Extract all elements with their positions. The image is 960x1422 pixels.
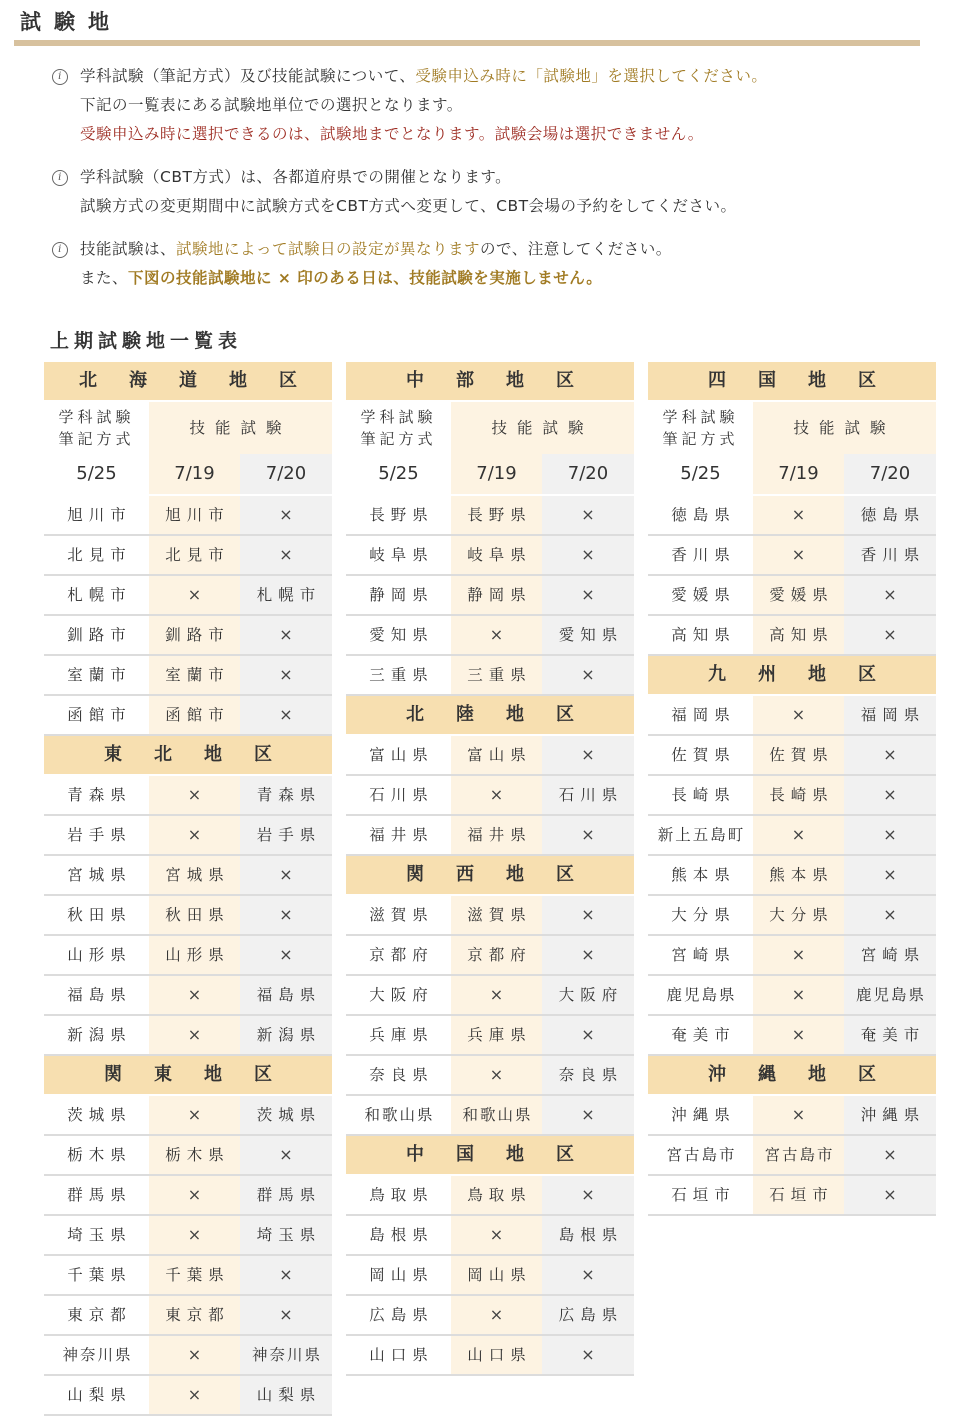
note-text: 試験地によって試験日の設定が異なります — [176, 240, 481, 258]
note-line — [52, 192, 942, 221]
note-text: 下記の一覧表にある試験地単位での選択となります。 — [80, 96, 463, 114]
note-text: ので、注意してください。 — [480, 240, 672, 258]
exam-site-cell: 熊本県 — [753, 856, 844, 894]
exam-site-cell: 岐阜県 — [451, 536, 542, 574]
exam-site-cell: 茨城県 — [240, 1096, 332, 1134]
exam-site-cell: 石川県 — [346, 776, 451, 814]
table-row — [346, 576, 634, 616]
not-held-mark: × — [542, 1336, 634, 1374]
exam-site-cell: 新潟県 — [240, 1016, 332, 1054]
exam-site-cell: 愛媛県 — [753, 576, 844, 614]
not-held-mark: × — [149, 1336, 240, 1374]
not-held-mark: × — [149, 776, 240, 814]
exam-date: 5/25 — [648, 454, 753, 494]
table-header-row — [648, 402, 936, 454]
exam-site-cell: 香川県 — [844, 536, 936, 574]
exam-site-cell: 栃木県 — [44, 1136, 149, 1174]
exam-site-cell: 千葉県 — [149, 1256, 240, 1294]
exam-site-cell: 富山県 — [451, 736, 542, 774]
exam-site-cell: 長崎県 — [648, 776, 753, 814]
exam-site-cell: 京都府 — [346, 936, 451, 974]
table-column-1 — [44, 362, 332, 1416]
not-held-mark: × — [240, 496, 332, 534]
table-row — [648, 1016, 936, 1056]
exam-site-cell: 広島県 — [542, 1296, 634, 1334]
not-held-mark: × — [844, 856, 936, 894]
not-held-mark: × — [753, 536, 844, 574]
table-header-row — [44, 402, 332, 454]
not-held-mark: × — [844, 736, 936, 774]
exam-date: 7/19 — [149, 454, 240, 494]
region-header: 北海道地区 — [44, 362, 332, 400]
not-held-mark: × — [542, 496, 634, 534]
exam-site-cell: 青森県 — [44, 776, 149, 814]
table-row — [44, 1296, 332, 1336]
table-row — [44, 816, 332, 856]
not-held-mark: × — [542, 656, 634, 694]
note-line — [52, 264, 942, 293]
exam-site-cell: 山形県 — [44, 936, 149, 974]
table-row — [346, 496, 634, 536]
table-row — [346, 1216, 634, 1256]
not-held-mark: × — [240, 856, 332, 894]
exam-site-cell: 岡山県 — [451, 1256, 542, 1294]
exam-site-cell: 島根県 — [346, 1216, 451, 1254]
not-held-mark: × — [240, 656, 332, 694]
exam-site-cell: 鹿児島県 — [844, 976, 936, 1014]
exam-site-cell: 滋賀県 — [346, 896, 451, 934]
exam-date: 5/25 — [44, 454, 149, 494]
table-row — [648, 896, 936, 936]
table-row — [44, 1376, 332, 1416]
table-row — [648, 736, 936, 776]
exam-site-cell: 福井県 — [451, 816, 542, 854]
not-held-mark: × — [149, 1176, 240, 1214]
note-line — [52, 163, 942, 192]
exam-site-cell: 宮崎県 — [648, 936, 753, 974]
not-held-mark: × — [542, 816, 634, 854]
exam-site-cell: 鳥取県 — [346, 1176, 451, 1214]
not-held-mark: × — [149, 1376, 240, 1414]
table-row — [44, 1176, 332, 1216]
exam-site-cell: 函館市 — [44, 696, 149, 734]
exam-site-cell: 熊本県 — [648, 856, 753, 894]
table-row — [648, 616, 936, 656]
not-held-mark: × — [451, 776, 542, 814]
exam-site-cell: 滋賀県 — [451, 896, 542, 934]
skill-exam-header: 技能試験 — [451, 402, 634, 454]
exam-site-cell: 福岡県 — [648, 696, 753, 734]
exam-date: 7/19 — [451, 454, 542, 494]
not-held-mark: × — [542, 1016, 634, 1054]
not-held-mark: × — [240, 1296, 332, 1334]
not-held-mark: × — [753, 976, 844, 1014]
exam-site-cell: 神奈川県 — [240, 1336, 332, 1374]
table-row — [44, 1256, 332, 1296]
region-header: 中国地区 — [346, 1136, 634, 1174]
not-held-mark: × — [149, 1096, 240, 1134]
exam-site-cell: 奄美市 — [648, 1016, 753, 1054]
exam-site-cell: 山形県 — [149, 936, 240, 974]
note-text: 受験申込み時に「試験地」を選択してください。 — [415, 67, 768, 85]
table-row — [44, 656, 332, 696]
date-header-row — [648, 454, 936, 494]
not-held-mark: × — [451, 1296, 542, 1334]
region-header: 関東地区 — [44, 1056, 332, 1094]
not-held-mark: × — [240, 1136, 332, 1174]
exam-site-cell: 長野県 — [451, 496, 542, 534]
table-column-3 — [648, 362, 936, 1216]
info-note — [52, 163, 942, 221]
exam-site-cell: 静岡県 — [346, 576, 451, 614]
table-row — [44, 496, 332, 536]
exam-site-cell: 宮古島市 — [648, 1136, 753, 1174]
not-held-mark: × — [542, 1256, 634, 1294]
exam-site-cell: 徳島県 — [648, 496, 753, 534]
exam-site-cell: 愛媛県 — [648, 576, 753, 614]
table-row — [346, 1296, 634, 1336]
note-line — [52, 62, 942, 91]
title-divider — [14, 40, 920, 46]
not-held-mark: × — [240, 896, 332, 934]
exam-site-cell: 愛知県 — [542, 616, 634, 654]
exam-date: 5/25 — [346, 454, 451, 494]
exam-site-cell: 札幌市 — [240, 576, 332, 614]
exam-date: 7/20 — [240, 454, 332, 494]
table-row — [648, 1176, 936, 1216]
table-row — [44, 1216, 332, 1256]
exam-site-cell: 長崎県 — [753, 776, 844, 814]
not-held-mark: × — [542, 1096, 634, 1134]
note-line — [52, 91, 942, 120]
info-note — [52, 62, 942, 149]
not-held-mark: × — [542, 736, 634, 774]
exam-site-cell: 秋田県 — [44, 896, 149, 934]
not-held-mark: × — [149, 1216, 240, 1254]
exam-site-cell: 埼玉県 — [240, 1216, 332, 1254]
table-row — [44, 696, 332, 736]
note-text: 技能試験は、 — [80, 240, 177, 258]
exam-site-cell: 宮古島市 — [753, 1136, 844, 1174]
page-title: 試験地 — [20, 10, 122, 34]
not-held-mark: × — [542, 1176, 634, 1214]
exam-site-cell: 山梨県 — [240, 1376, 332, 1414]
table-row — [648, 536, 936, 576]
not-held-mark: × — [844, 576, 936, 614]
not-held-mark: × — [753, 1096, 844, 1134]
table-row — [44, 856, 332, 896]
exam-date: 7/20 — [844, 454, 936, 494]
not-held-mark: × — [844, 1136, 936, 1174]
exam-site-cell: 大分県 — [753, 896, 844, 934]
region-header: 中部地区 — [346, 362, 634, 400]
not-held-mark: × — [451, 616, 542, 654]
exam-date: 7/20 — [542, 454, 634, 494]
table-row — [346, 536, 634, 576]
table-row — [346, 736, 634, 776]
table-row — [648, 936, 936, 976]
exam-site-cell: 岐阜県 — [346, 536, 451, 574]
not-held-mark: × — [844, 776, 936, 814]
table-row — [648, 1136, 936, 1176]
not-held-mark: × — [844, 896, 936, 934]
table-row — [346, 1056, 634, 1096]
exam-site-cell: 山口県 — [451, 1336, 542, 1374]
exam-site-cell: 栃木県 — [149, 1136, 240, 1174]
table-row — [44, 896, 332, 936]
section-title: 上期試験地一覧表 — [50, 330, 243, 352]
exam-site-cell: 神奈川県 — [44, 1336, 149, 1374]
exam-site-cell: 大分県 — [648, 896, 753, 934]
note-text: また、 — [80, 269, 129, 287]
exam-site-cell: 沖縄県 — [648, 1096, 753, 1134]
table-row — [346, 1256, 634, 1296]
exam-site-cell: 千葉県 — [44, 1256, 149, 1294]
table-row — [346, 656, 634, 696]
note-text: 学科試験（筆記方式）及び技能試験について、 — [80, 67, 416, 85]
exam-site-cell: 宮城県 — [149, 856, 240, 894]
exam-site-cell: 奄美市 — [844, 1016, 936, 1054]
table-row — [648, 776, 936, 816]
exam-site-cell: 石川県 — [542, 776, 634, 814]
exam-site-cell: 石垣市 — [753, 1176, 844, 1214]
table-row — [346, 976, 634, 1016]
exam-site-cell: 和歌山県 — [346, 1096, 451, 1134]
exam-site-cell: 岡山県 — [346, 1256, 451, 1294]
not-held-mark: × — [542, 576, 634, 614]
table-row — [648, 976, 936, 1016]
exam-site-cell: 長野県 — [346, 496, 451, 534]
exam-site-cell: 三重県 — [451, 656, 542, 694]
table-header-row — [346, 402, 634, 454]
note-line — [52, 120, 942, 149]
table-row — [648, 576, 936, 616]
note-text: 受験申込み時に選択できるのは、試験地までとなります。試験会場は選択できません。 — [80, 125, 704, 143]
table-row — [44, 1336, 332, 1376]
not-held-mark: × — [542, 896, 634, 934]
region-header: 関西地区 — [346, 856, 634, 894]
table-row — [44, 976, 332, 1016]
info-note — [52, 235, 942, 293]
note-text: 試験方式の変更期間中に試験方式をCBT方式へ変更して、CBT会場の予約をしてください。 — [80, 197, 737, 215]
exam-site-cell: 東京都 — [44, 1296, 149, 1334]
table-row — [44, 1016, 332, 1056]
skill-exam-header: 技能試験 — [149, 402, 332, 454]
table-row — [346, 1016, 634, 1056]
exam-site-cell: 岩手県 — [44, 816, 149, 854]
table-column-2 — [346, 362, 634, 1376]
table-row — [346, 1096, 634, 1136]
not-held-mark: × — [542, 936, 634, 974]
not-held-mark: × — [542, 536, 634, 574]
written-exam-header: 学科試験 筆記方式 — [44, 402, 149, 454]
table-row — [44, 776, 332, 816]
exam-site-cell: 福井県 — [346, 816, 451, 854]
exam-site-cell: 茨城県 — [44, 1096, 149, 1134]
not-held-mark: × — [240, 616, 332, 654]
table-row — [346, 616, 634, 656]
table-row — [648, 696, 936, 736]
table-row — [648, 1096, 936, 1136]
region-header: 東北地区 — [44, 736, 332, 774]
not-held-mark: × — [149, 1016, 240, 1054]
exam-site-cell: 高知県 — [753, 616, 844, 654]
table-row — [648, 816, 936, 856]
exam-site-cell: 徳島県 — [844, 496, 936, 534]
exam-site-cell: 埼玉県 — [44, 1216, 149, 1254]
not-held-mark: × — [753, 936, 844, 974]
region-header: 北陸地区 — [346, 696, 634, 734]
date-header-row — [346, 454, 634, 494]
table-row — [346, 1176, 634, 1216]
not-held-mark: × — [844, 1176, 936, 1214]
info-icon: i — [52, 69, 68, 85]
exam-site-cell: 石垣市 — [648, 1176, 753, 1214]
not-held-mark: × — [844, 816, 936, 854]
table-row — [44, 936, 332, 976]
exam-site-cell: 佐賀県 — [753, 736, 844, 774]
skill-exam-header: 技能試験 — [753, 402, 936, 454]
exam-site-cell: 高知県 — [648, 616, 753, 654]
exam-site-cell: 京都府 — [451, 936, 542, 974]
not-held-mark: × — [149, 576, 240, 614]
exam-site-cell: 山梨県 — [44, 1376, 149, 1414]
exam-site-cell: 新上五島町 — [648, 816, 753, 854]
info-icon: i — [52, 242, 68, 258]
not-held-mark: × — [451, 976, 542, 1014]
table-row — [44, 1096, 332, 1136]
not-held-mark: × — [240, 696, 332, 734]
exam-site-cell: 愛知県 — [346, 616, 451, 654]
exam-site-cell: 大阪府 — [346, 976, 451, 1014]
written-exam-header: 学科試験 筆記方式 — [648, 402, 753, 454]
table-row — [346, 896, 634, 936]
exam-site-cell: 室蘭市 — [149, 656, 240, 694]
table-row — [44, 1136, 332, 1176]
note-line — [52, 235, 942, 264]
exam-site-cell: 福島県 — [240, 976, 332, 1014]
info-icon: i — [52, 170, 68, 186]
exam-site-cell: 佐賀県 — [648, 736, 753, 774]
not-held-mark: × — [753, 496, 844, 534]
table-row — [346, 936, 634, 976]
exam-site-cell: 釧路市 — [44, 616, 149, 654]
table-row — [44, 576, 332, 616]
exam-site-cell: 北見市 — [149, 536, 240, 574]
table-row — [346, 1336, 634, 1376]
exam-site-cell: 札幌市 — [44, 576, 149, 614]
exam-site-cell: 群馬県 — [44, 1176, 149, 1214]
exam-date: 7/19 — [753, 454, 844, 494]
exam-site-cell: 新潟県 — [44, 1016, 149, 1054]
not-held-mark: × — [240, 536, 332, 574]
exam-site-cell: 兵庫県 — [346, 1016, 451, 1054]
exam-site-cell: 福島県 — [44, 976, 149, 1014]
table-row — [346, 776, 634, 816]
not-held-mark: × — [240, 1256, 332, 1294]
table-row — [44, 616, 332, 656]
exam-site-cell: 香川県 — [648, 536, 753, 574]
exam-site-cell: 広島県 — [346, 1296, 451, 1334]
table-row — [648, 856, 936, 896]
exam-site-cell: 釧路市 — [149, 616, 240, 654]
exam-site-cell: 奈良県 — [346, 1056, 451, 1094]
written-exam-header: 学科試験 筆記方式 — [346, 402, 451, 454]
exam-site-cell: 沖縄県 — [844, 1096, 936, 1134]
not-held-mark: × — [753, 696, 844, 734]
exam-site-cell: 山口県 — [346, 1336, 451, 1374]
note-text: 下図の技能試験地に × 印のある日は、技能試験を実施しません。 — [128, 269, 603, 287]
exam-site-cell: 和歌山県 — [451, 1096, 542, 1134]
table-row — [648, 496, 936, 536]
exam-site-cell: 福岡県 — [844, 696, 936, 734]
exam-site-cell: 群馬県 — [240, 1176, 332, 1214]
region-header: 四国地区 — [648, 362, 936, 400]
exam-site-cell: 鳥取県 — [451, 1176, 542, 1214]
region-header: 九州地区 — [648, 656, 936, 694]
not-held-mark: × — [753, 1016, 844, 1054]
exam-site-cell: 宮城県 — [44, 856, 149, 894]
exam-site-cell: 北見市 — [44, 536, 149, 574]
exam-site-cell: 鹿児島県 — [648, 976, 753, 1014]
exam-site-cell: 函館市 — [149, 696, 240, 734]
not-held-mark: × — [149, 816, 240, 854]
exam-site-cell: 宮崎県 — [844, 936, 936, 974]
not-held-mark: × — [451, 1056, 542, 1094]
exam-site-cell: 三重県 — [346, 656, 451, 694]
note-text: 学科試験（CBT方式）は、各都道府県での開催となります。 — [80, 168, 512, 186]
exam-site-cell: 岩手県 — [240, 816, 332, 854]
not-held-mark: × — [451, 1216, 542, 1254]
exam-site-cell: 静岡県 — [451, 576, 542, 614]
exam-site-cell: 室蘭市 — [44, 656, 149, 694]
exam-site-cell: 東京都 — [149, 1296, 240, 1334]
exam-site-cell: 奈良県 — [542, 1056, 634, 1094]
not-held-mark: × — [240, 936, 332, 974]
exam-site-cell: 大阪府 — [542, 976, 634, 1014]
not-held-mark: × — [844, 616, 936, 654]
not-held-mark: × — [753, 816, 844, 854]
table-row — [346, 816, 634, 856]
exam-site-cell: 秋田県 — [149, 896, 240, 934]
exam-site-cell: 島根県 — [542, 1216, 634, 1254]
exam-site-cell: 富山県 — [346, 736, 451, 774]
not-held-mark: × — [149, 976, 240, 1014]
exam-site-cell: 旭川市 — [44, 496, 149, 534]
date-header-row — [44, 454, 332, 494]
exam-site-cell: 兵庫県 — [451, 1016, 542, 1054]
exam-site-cell: 青森県 — [240, 776, 332, 814]
region-header: 沖縄地区 — [648, 1056, 936, 1094]
table-row — [44, 536, 332, 576]
notes-section — [52, 62, 942, 307]
exam-site-cell: 旭川市 — [149, 496, 240, 534]
